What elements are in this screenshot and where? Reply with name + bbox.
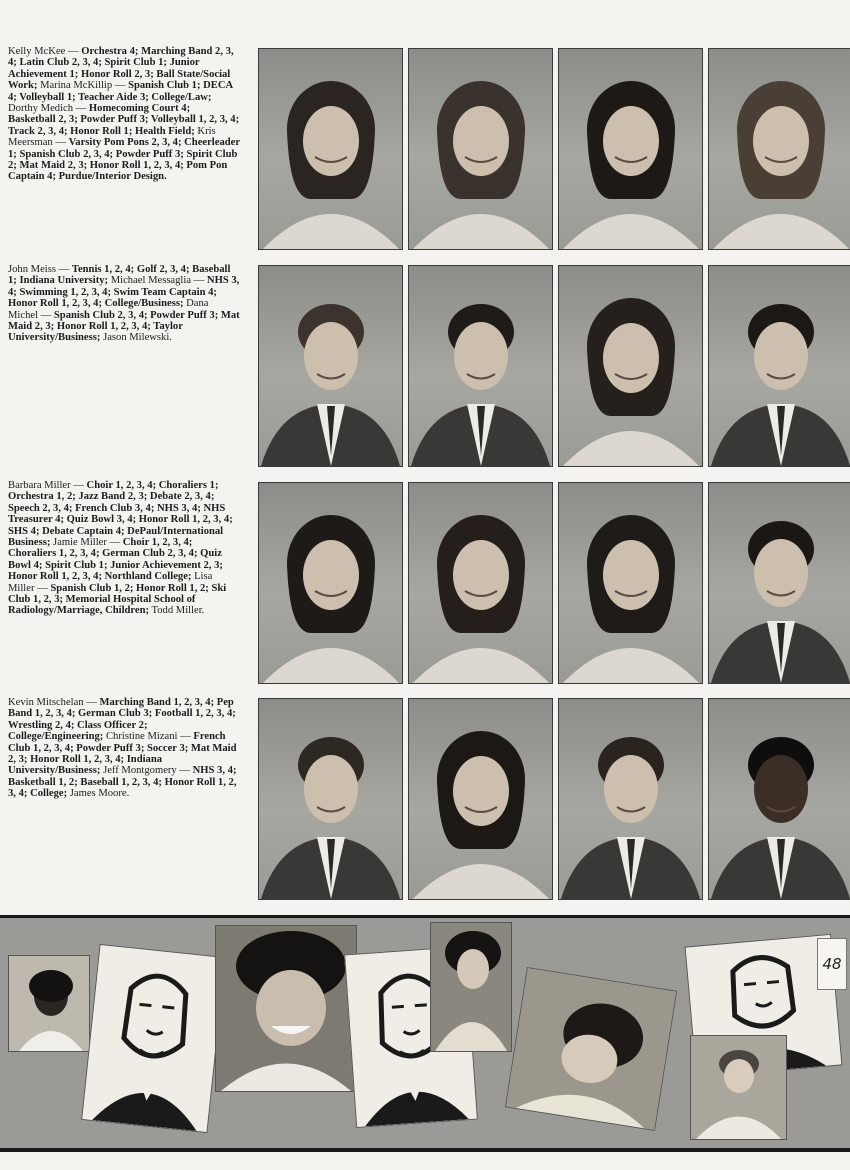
student-portrait [258,265,403,467]
student-portrait [408,265,553,467]
student-portrait [708,698,850,900]
student-portrait [408,698,553,900]
candid-photo-4 [505,967,677,1131]
caption-row-3: Barbara Miller — Choir 1, 2, 3, 4; Choraliers 1; Orchestra 1, 2; Jazz Band 2, 3; Debate 2, 3, 4; Speech 2, 3, 4; French Club 3, 4; NHS 3, 4; NHS Treasurer 4; Quiz Bowl 3, 4; Honor Roll 1, 2, 3, 4; SHS 4; Debate Captain 4; DePaul/International Business; Jamie Miller — Choir 1, 2, 3, 4; Choraliers 1, 2, 3, 4; German Club 2, 3, 4; Quiz Bowl 4; Spirit Club 1; Junior Achievement 2, 3; Honor Roll 1, 2, 3, 4; Northland College; Lisa Miller — Spanish Club 1, 2; Honor Roll 1, 2; Ski Club 1, 2, 3; Memorial Hospital School of Radiology/Marriage, Children; Todd Miller. [8,480,233,617]
student-portrait [708,482,850,684]
student-portrait [258,482,403,684]
student-portrait [258,698,403,900]
student-portrait [408,48,553,250]
page-number: 48 [817,938,847,990]
caption-row-4: Kevin Mitschelan — Marching Band 1, 2, 3, 4; Pep Band 1, 2, 3, 4; German Club 3; Football 1, 2, 3, 4; Wrestling 2, 4; Class Officer 2; College/Engineering; Christine Mizani — French Club 1, 2, 3, 4; Powder Puff 3; Soccer 3; Mat Maid 2, 3; Honor Roll 1, 2, 3, 4; Indiana University/Business; Jeff Montgomery — NHS 3, 4; Basketball 1, 2; Baseball 1, 2, 3, 4; Honor Roll 1, 2, 3, 4; College; James Moore. [8,697,237,800]
caption-row-2: John Meiss — Tennis 1, 2, 4; Golf 2, 3, 4; Baseball 1; Indiana University; Michael Messaglia — NHS 3, 4; Swimming 1, 2, 3, 4; Swim Team Captain 4; Honor Roll 1, 2, 3, 4; College/Business; Dana Michel — Spanish Club 2, 3, 4; Powder Puff 3; Mat Maid 2, 3; Honor Roll 1, 2, 3, 4; Taylor University/Business; Jason Milewski. [8,264,240,344]
candid-photo-5 [690,1035,787,1140]
student-portrait [558,698,703,900]
student-portrait [558,48,703,250]
student-portrait [708,48,850,250]
candid-photo-2 [215,925,357,1092]
candid-photo-3 [430,922,512,1052]
student-portrait [258,48,403,250]
student-portrait [558,265,703,467]
caption-row-1: Kelly McKee — Orchestra 4; Marching Band 2, 3, 4; Latin Club 2, 3, 4; Spirit Club 1; Junior Achievement 1; Honor Roll 2, 3; Ball State/Social Work; Marina McKillip — Spanish Club 1; DECA 4; Volleyball 1; Teacher Aide 3; College/Law; Dorthy Medich — Homecoming Court 4; Basketball 2, 3; Powder Puff 3; Volleyball 1, 2, 3, 4; Track 2, 3, 4; Honor Roll 1; Health Field; Kris Meersman — Varsity Pom Pons 2, 3, 4; Cheerleader 1; Spanish Club 2, 3, 4; Powder Puff 3; Spirit Club 2; Mat Maid 2, 3; Honor Roll 1, 2, 3, 4; Pom Pon Captain 4; Purdue/Interior Design. [8,46,240,183]
portrait-sketch-1 [81,944,226,1133]
student-portrait [708,265,850,467]
student-portrait [558,482,703,684]
candid-photo-1 [8,955,90,1052]
student-portrait [408,482,553,684]
